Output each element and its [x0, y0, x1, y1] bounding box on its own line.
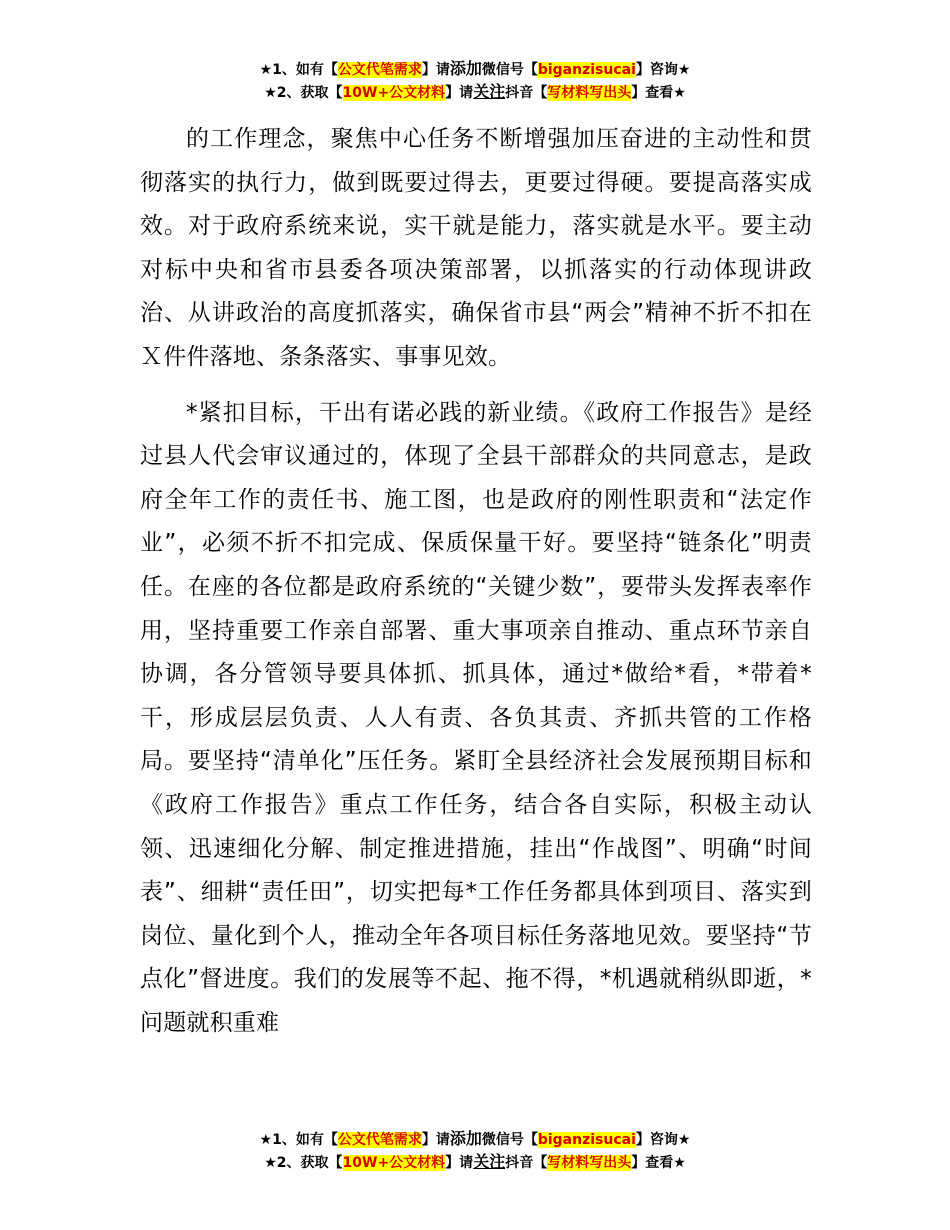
- footer-line-1: [0, 1128, 950, 1151]
- header-line-1-suffix: 】咨询★: [635, 62, 691, 78]
- header-banner: [0, 58, 950, 104]
- header-line-2: [0, 81, 950, 104]
- footer-banner: [0, 1128, 950, 1174]
- header-highlight-service: 公文代笔需求: [337, 62, 422, 78]
- footer-line-1-suffix: 】咨询★: [635, 1132, 691, 1148]
- footer-line-1-text-2: 微信号【: [481, 1132, 538, 1148]
- document-body: [140, 118, 812, 1045]
- footer-highlight-materials: 10W+公文材料: [342, 1155, 446, 1171]
- header-line-2-text-2: 抖音【: [505, 85, 548, 101]
- header-line-1: [0, 58, 950, 81]
- footer-highlight-douyin: 写材料写出头: [547, 1155, 632, 1171]
- footer-highlight-wechat-id: biganzisucai: [537, 1132, 636, 1148]
- header-highlight-wechat-id: biganzisucai: [537, 62, 636, 78]
- footer-line-2-text: 】请: [445, 1155, 474, 1171]
- header-line-2-prefix: ★2、获取【: [264, 85, 343, 101]
- header-line-1-text-2: 微信号【: [481, 62, 538, 78]
- footer-line-1-emphasis: 添加: [449, 1129, 482, 1148]
- footer-line-2-prefix: ★2、获取【: [264, 1155, 343, 1171]
- footer-highlight-service: 公文代笔需求: [337, 1132, 422, 1148]
- header-line-2-suffix: 】查看★: [631, 85, 686, 101]
- header-line-2-emphasis: 关注: [473, 82, 506, 101]
- footer-line-1-prefix: ★1、如有【: [259, 1132, 338, 1148]
- header-line-1-prefix: ★1、如有【: [259, 62, 338, 78]
- header-line-2-text: 】请: [445, 85, 474, 101]
- header-highlight-douyin: 写材料写出头: [547, 85, 632, 101]
- footer-line-2: [0, 1151, 950, 1174]
- footer-line-2-emphasis: 关注: [473, 1152, 506, 1171]
- header-line-1-text: 】请: [421, 62, 450, 78]
- footer-line-1-text: 】请: [421, 1132, 450, 1148]
- footer-line-2-text-2: 抖音【: [505, 1155, 548, 1171]
- paragraph-2: *紧扣目标，干出有诺必践的新业绩。《政府工作报告》是经过县人代会审议通过的，体现了全县干部群众的共同意志，是政府全年工作的责任书、施工图，也是政府的刚性职责和“法定作业”，必须不折不扣完成、保质保量干好。要坚持“链条化”明责任。在座的各位都是政府系统的“关键少数”，要带头发挥表率作用，坚持重要工作亲自部署、重大事项亲自推动、重点环节亲自协调，各分管领导要具体抓、抓具体，通过*做给*看，*带着*干，形成层层负责、人人有责、各负其责、齐抓共管的工作格局。要坚持“清单化”压任务。紧盯全县经济社会发展预期目标和《政府工作报告》重点工作任务，结合各自实际，积极主动认领、迅速细化分解、制定推进措施，挂出“作战图”、明确“时间表”、细耕“责任田”，切实把每*工作任务都具体到项目、落实到岗位、量化到个人，推动全年各项目标任务落地见效。要坚持“节点化”督进度。我们的发展等不起、拖不得，*机遇就稍纵即逝，*问题就积重难: [140, 399, 812, 1036]
- header-highlight-materials: 10W+公文材料: [342, 85, 446, 101]
- paragraph-1: 的工作理念，聚焦中心任务不断增强加压奋进的主动性和贯彻落实的执行力，做到既要过得去，更要过得硬。要提高落实成效。对于政府系统来说，实干就是能力，落实就是水平。要主动对标中央和省市县委各项决策部署，以抓落实的行动体现讲政治、从讲政治的高度抓落实，确保省市县“两会”精神不折不扣在Ｘ件件落地、条条落实、事事见效。: [140, 126, 812, 370]
- footer-line-2-suffix: 】查看★: [631, 1155, 686, 1171]
- header-line-1-emphasis: 添加: [449, 59, 482, 78]
